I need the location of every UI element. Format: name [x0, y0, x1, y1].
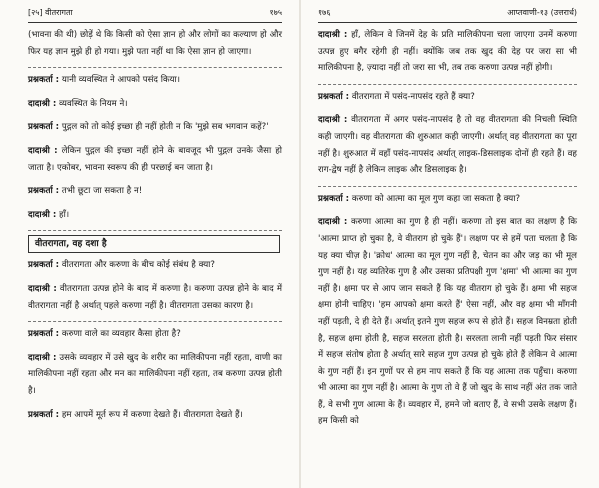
dialogue-paragraph: [318, 112, 577, 178]
left-page-header: [28, 0, 282, 23]
dialogue-paragraph: [318, 27, 577, 77]
section-separator: [318, 84, 577, 85]
speaker-label: दादाश्री :: [318, 30, 348, 40]
dialogue-text: वीतरागता उत्पन्न होने के बाद में करुणा है। करुणा उत्पन्न होने के बाद में वीतरागता नहीं है अर्थात् पहले करुणा नहीं है। वीतरागता उसका कारण है।: [28, 283, 282, 311]
speaker-label: प्रश्नकर्ता :: [28, 329, 60, 340]
section-separator: [28, 67, 282, 68]
speaker-label: प्रश्नकर्ता :: [318, 91, 350, 102]
dialogue-paragraph: [28, 183, 282, 200]
speaker-label: दादाश्री :: [318, 217, 348, 228]
speaker-label: प्रश्नकर्ता :: [28, 409, 60, 420]
dialogue-text: लेकिन पुद्गल की इच्छा नहीं होने के बावजूद भी पुद्गल उनके जैसा हो जाता है। एकोबर, भावना स्वरूप की ही परछाई बन जाता है।: [28, 145, 282, 173]
dialogue-text: करुणा आत्मा का गुण है ही नहीं। करुणा तो इस बात का लक्षण है कि 'आत्मा प्राप्त हो चुका है, वे वीतराग हो चुके हैं'। लक्षण पर से हमें पता चलता है कि यह क्या चीज़ है। 'क्रोध' आत्मा का मूल गुण नहीं है, चेतन का और जड़ का भी मूल गुण नहीं है। यह व्यतिरेक गुण है और उसका प्रतिपक्षी गुण 'क्षमा' भी आत्मा का गुण नहीं है। क्षमा पर से आप जान सकते हैं कि यह वीतराग हो चुके हैं। क्षमा भी सहज क्षमा होनी चाहिए। 'हम आपको क्षमा करते हैं' ऐसा नहीं, और वह क्षमा भी माँगनी नहीं पड़ती, दे ही देते हैं। अर्थात् इतने गुण सहज रूप से होते हैं। सहज विनम्रता होती है, सहज क्षमा होती है, सहज सरलता होती है। सरलता लानी नहीं पड़ती फिर संसार में सहज संतोष होता है अर्थात् सारे सहज गुण उत्पन्न हो चुके होते हैं लेकिन वे आत्मा के गुण नहीं हैं। इन गुणों पर से हम नाप सकते हैं कि यह आत्मा तक पहुँचा। करुणा भी आत्मा का गुण नहीं है। आत्मा के गुण तो वे हैं जो खुद के साथ नहीं अंत तक जाते हैं, वे सभी गुण आत्मा के हैं। व्यवहार में, हमने जो बताए हैं, वे सभी उसके लक्षण हैं। हम किसी को: [318, 217, 578, 427]
dialogue-paragraph: [28, 350, 282, 400]
dialogue-text: यानी व्यवस्थित ने आपको पसंद किया।: [59, 75, 181, 86]
dialogue-text: वीतरागता में अगर पसंद-नापसंद है तो वह वीतरागता की निचली स्थिति कही जाएगी। वह वीतरागता की शुरुआत कही जाएगी। अर्थात् वह वीतरागता का पूरा नहीं है। शुरुआत में वहाँ पसंद-नापसंद अर्थात् लाइक-डिसलाइक दोनों ही रहते हैं। वह राग-द्वेष नहीं है लेकिन लाइक और डिसलाइक है।: [318, 115, 577, 176]
speaker-label: दादाश्री :: [318, 115, 348, 126]
dialogue-text: हाँ।: [56, 209, 70, 220]
paragraph: (भावना की थी) छोड़ें थे कि किसी को ऐसा ज्ञान हो और लोगों का कल्याण हो और फिर यह ज्ञान मुझे ही हो गया। मुझे पता नहीं था कि ऐसा ज्ञान हो जाएगा।: [28, 30, 282, 57]
section-separator: [28, 321, 282, 322]
dialogue-text: उसके व्यवहार में उसे खुद के शरीर का मालिकीपना नहीं रहता, वाणी का मालिकीपना नहीं रहता और मन का मालिकीपना नहीं रहता, तब करुणा उत्पन्न होती है।: [28, 352, 282, 396]
speaker-label: प्रश्नकर्ता :: [28, 122, 60, 133]
left-page-body: [28, 27, 282, 423]
dialogue-paragraph: [28, 281, 282, 314]
left-header-page-number: १७५: [269, 8, 282, 17]
speaker-label: प्रश्नकर्ता :: [28, 260, 60, 271]
speaker-label: दादाश्री :: [28, 209, 57, 220]
dialogue-paragraph: [28, 96, 282, 113]
dialogue-paragraph: [318, 191, 577, 208]
dialogue-text: पुद्गल को तो कोई इच्छा ही नहीं होती न कि 'मुझे सब भगवान कहें?': [59, 122, 269, 133]
right-page-body: [318, 27, 577, 430]
dialogue-paragraph: [28, 407, 282, 424]
dialogue-text: व्यवस्थित के नियम ने।: [56, 98, 128, 109]
right-header-page-number: १७६: [318, 8, 331, 17]
dialogue-text: करुणा को आत्मा का मूल गुण कहा जा सकता है क्या?: [349, 193, 521, 204]
speaker-label: दादाश्री :: [28, 145, 58, 156]
dialogue-paragraph: [28, 326, 282, 343]
speaker-label: दादाश्री :: [28, 98, 57, 109]
dialogue-text: हाँ, लेकिन वे जिनमें देह के प्रति मालिकीपना चला जाएगा उनमें करुणा उत्पन्न हुए बगैर रहेगी ही नहीं। क्योंकि जब तक खुद की देह पर जरा सा भी मालिकीपना है, ज़्यादा नहीं तो जरा सा भी, तब तक करुणा उत्पन्न नहीं होगी।: [318, 30, 577, 74]
dialogue-text: हम आपमें मूर्त रूप में करुणा देखते हैं। वीतरागता देखते हैं।: [59, 409, 243, 420]
dialogue-paragraph: [318, 89, 577, 106]
section-separator: [28, 230, 282, 231]
section-separator: [318, 186, 577, 187]
dialogue-paragraph: [28, 257, 282, 274]
dialogue-paragraph: [28, 207, 282, 224]
speaker-label: दादाश्री :: [28, 283, 57, 294]
right-header-book-title: आप्तवाणी-१३ (उत्तरार्ध): [507, 8, 577, 17]
dialogue-text: वीतरागता में पसंद-नापसंद रहते हैं क्या?: [349, 91, 475, 102]
speaker-label: प्रश्नकर्ता :: [28, 75, 60, 86]
section-heading: वीतरागता, वह दशा है: [28, 235, 280, 253]
right-page: [301, 0, 599, 488]
dialogue-paragraph: [28, 119, 282, 136]
speaker-label: दादाश्री :: [28, 352, 57, 363]
dialogue-paragraph: [318, 214, 577, 430]
dialogue-text: वीतरागता और करुणा के बीच कोई संबंध है क्या?: [59, 260, 215, 271]
speaker-label: प्रश्नकर्ता :: [28, 186, 60, 197]
right-page-header: [318, 0, 577, 23]
dialogue-text: तभी छूटा जा सकता है न!: [59, 186, 143, 197]
dialogue-text: करुणा वाले का व्यवहार कैसा होता है?: [59, 329, 181, 340]
dialogue-paragraph: [28, 143, 282, 176]
speaker-label: प्रश्नकर्ता :: [318, 193, 350, 204]
dialogue-paragraph: [28, 72, 282, 89]
left-header-chapter: [२५] वीतरागता: [28, 8, 73, 17]
